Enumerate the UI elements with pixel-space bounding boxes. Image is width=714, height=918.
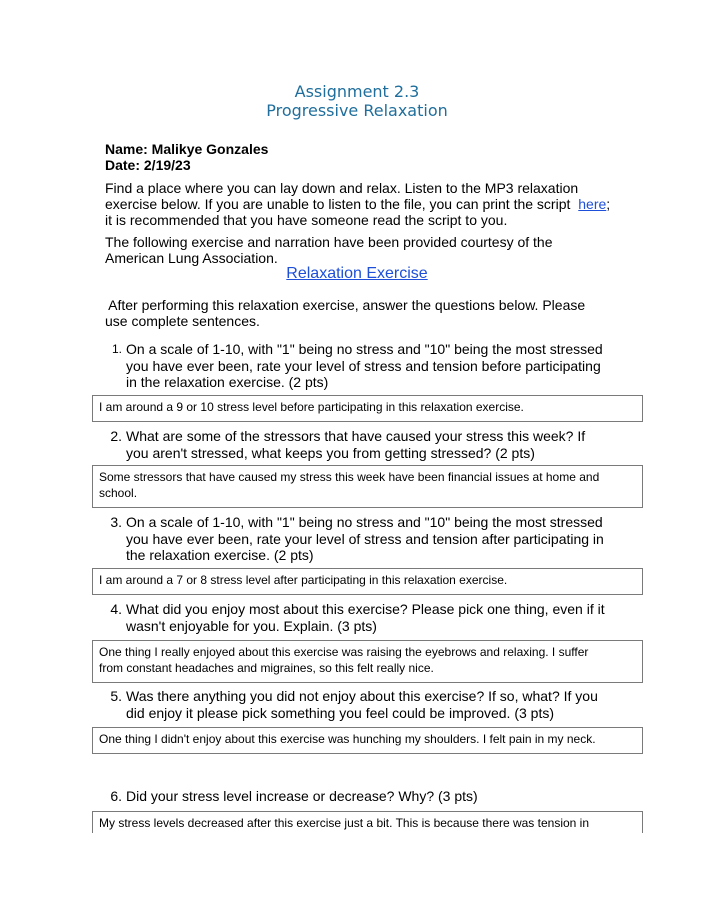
question-number: 4. (110, 601, 122, 617)
question-line: Did your stress level increase or decrease? Why? (3 pts) (126, 788, 478, 804)
instructions-line-1: After performing this relaxation exercise, answer the questions below. Please (105, 297, 586, 313)
intro-line-1: Find a place where you can lay down and relax. Listen to the MP3 relaxation (105, 180, 579, 196)
question-line: the relaxation exercise. (2 pts) (126, 547, 314, 563)
answer-line: I am around a 9 or 10 stress level before participating in this relaxation exercise. (99, 400, 524, 414)
answer-line: One thing I didn't enjoy about this exercise was hunching my shoulders. I felt pain in my neck. (99, 732, 596, 746)
question-line: you have ever been, rate your level of stress and tension before participating (126, 357, 601, 374)
question-text (126, 601, 605, 634)
answer-box-3[interactable] (92, 568, 643, 595)
question-line: wasn't enjoyable for you. Explain. (3 pts) (126, 617, 377, 634)
intro-line-2 (105, 196, 610, 213)
script-here-link[interactable]: here (578, 196, 607, 212)
answer-line: from constant headaches and migraines, so this felt really nice. (99, 660, 434, 675)
student-name: Name: Malikye Gonzales (105, 141, 269, 157)
question-text (126, 688, 598, 721)
question-line: What did you enjoy most about this exercise? Please pick one thing, even if it (126, 601, 605, 617)
question-line: Was there anything you did not enjoy about this exercise? If so, what? If you (126, 688, 598, 704)
question-number: 6. (110, 788, 122, 804)
question-text (126, 514, 604, 564)
question-number: 1. (111, 342, 122, 356)
answer-box-4[interactable] (92, 640, 643, 683)
question-number: 2. (110, 428, 122, 444)
question-text (126, 788, 478, 805)
answer-box-1[interactable] (92, 395, 643, 422)
answer-box-5[interactable] (92, 727, 643, 754)
question-line: On a scale of 1-10, with "1" being no stress and "10" being the most stressed (126, 514, 603, 530)
assignment-date: Date: 2/19/23 (105, 157, 191, 173)
question-line: you have ever been, rate your level of stress and tension after participating in (126, 530, 604, 547)
question-number: 5. (110, 688, 122, 704)
answer-line: Some stressors that have caused my stress this week have been financial issues at home and (99, 470, 600, 484)
question-text (126, 341, 603, 391)
answer-line: My stress levels decreased after this exercise just a bit. This is because there was tension in (99, 816, 590, 830)
question-line: What are some of the stressors that have caused your stress this week? If (126, 428, 586, 444)
exercise-link-row (0, 265, 714, 283)
courtesy-line-2: American Lung Association. (105, 250, 278, 266)
answer-box-6[interactable] (92, 811, 643, 833)
instructions-line-2: use complete sentences. (105, 313, 260, 329)
question-line: did enjoy it please pick something you feel could be improved. (3 pts) (126, 704, 555, 721)
question-line: you aren't stressed, what keeps you from getting stressed? (2 pts) (126, 444, 535, 461)
courtesy-line-1: The following exercise and narration have been provided courtesy of the (105, 234, 553, 250)
question-number: 3. (110, 514, 122, 530)
answer-line: One thing I really enjoyed about this exercise was raising the eyebrows and relaxing. I suffer (99, 645, 589, 659)
assignment-subtitle: Progressive Relaxation (266, 101, 448, 120)
intro-line-2-text: exercise below. If you are unable to listen to the file, you can print the script (105, 196, 571, 212)
intro-line-3: it is recommended that you have someone read the script to you. (105, 212, 508, 228)
assignment-title: Assignment 2.3 (294, 82, 420, 101)
question-text (126, 428, 585, 461)
question-line: On a scale of 1-10, with "1" being no stress and "10" being the most stressed (126, 341, 603, 357)
question-line: in the relaxation exercise. (2 pts) (126, 374, 329, 390)
answer-line: I am around a 7 or 8 stress level after participating in this relaxation exercise. (99, 573, 508, 587)
relaxation-exercise-link[interactable]: Relaxation Exercise (286, 265, 428, 282)
answer-line: school. (99, 485, 138, 500)
intro-line-2-semicolon: ; (606, 196, 611, 212)
answer-box-2[interactable] (92, 465, 643, 508)
